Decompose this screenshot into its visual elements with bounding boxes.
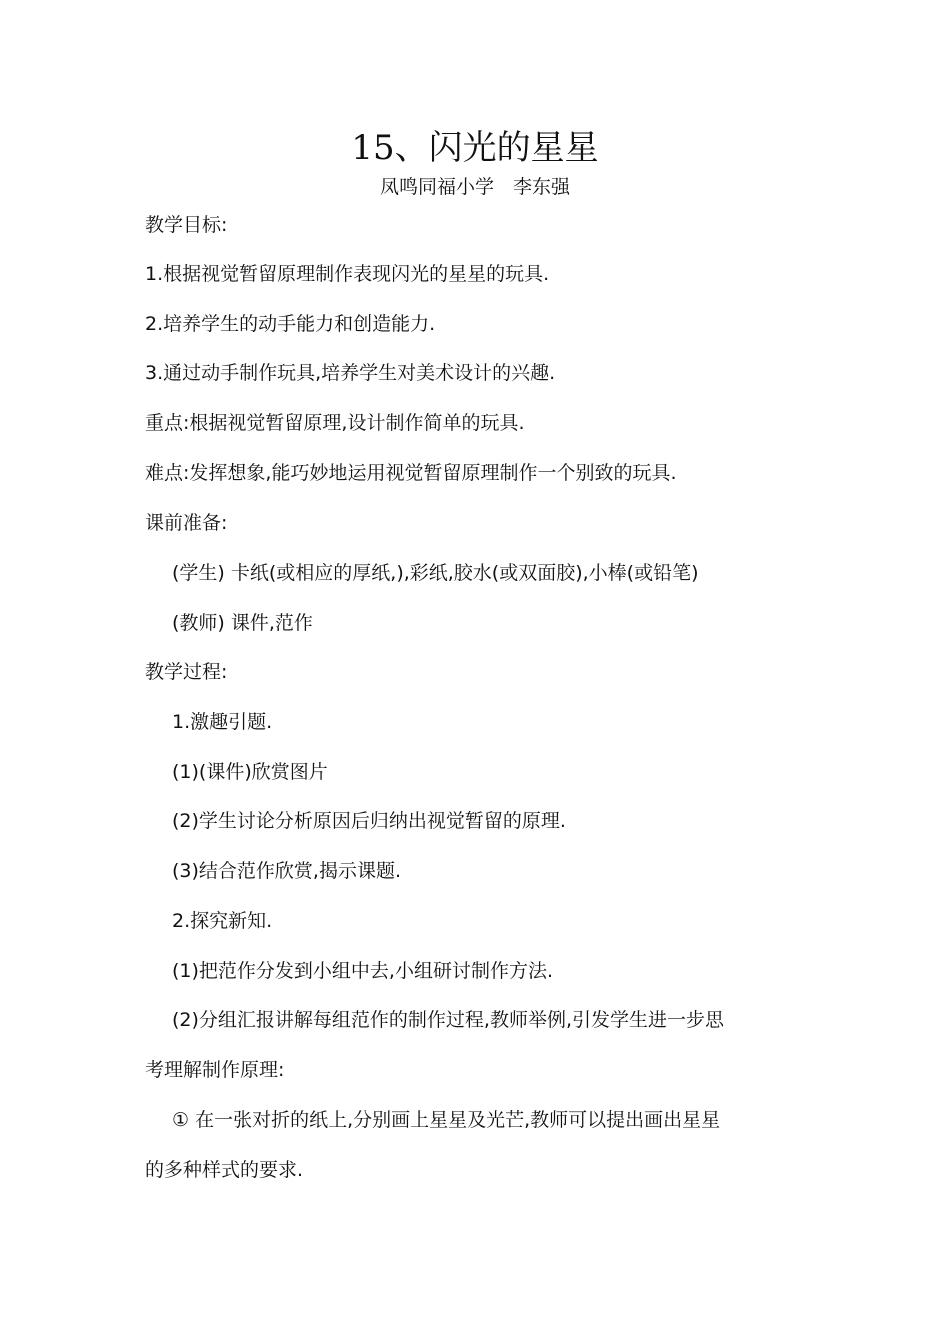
preparation-teacher: (教师) 课件,范作	[172, 612, 313, 634]
objectives-heading: 教学目标:	[145, 214, 228, 236]
step-one-continuation: 的多种样式的要求.	[145, 1159, 304, 1181]
preparation-students: (学生) 卡纸(或相应的厚纸,),彩纸,胶水(或双面胶),小棒(或铅笔)	[172, 562, 699, 584]
process-step: (3)结合范作欣赏,揭示课题.	[172, 860, 401, 882]
process-step: 2.探究新知.	[172, 910, 273, 932]
objective-1: 1.根据视觉暂留原理制作表现闪光的星星的玩具.	[145, 263, 550, 285]
process-continuation: 考理解制作原理:	[145, 1059, 285, 1081]
process-step: (2)分组汇报讲解每组范作的制作过程,教师举例,引发学生进一步思	[172, 1009, 724, 1031]
process-step: (1)把范作分发到小组中去,小组研讨制作方法.	[172, 960, 553, 982]
process-step: 1.激趣引题.	[172, 711, 273, 733]
process-step: (2)学生讨论分析原因后归纳出视觉暂留的原理.	[172, 810, 566, 832]
process-heading: 教学过程:	[145, 661, 228, 683]
objective-3: 3.通过动手制作玩具,培养学生对美术设计的兴趣.	[145, 362, 556, 384]
step-one: ① 在一张对折的纸上,分别画上星星及光芒,教师可以提出画出星星	[172, 1109, 721, 1131]
difficulty: 难点:发挥想象,能巧妙地运用视觉暂留原理制作一个别致的玩具.	[145, 462, 677, 484]
author-line: 凤鸣同福小学 李东强	[379, 176, 570, 198]
preparation-heading: 课前准备:	[145, 512, 228, 534]
process-step: (1)(课件)欣赏图片	[172, 761, 328, 783]
objective-2: 2.培养学生的动手能力和创造能力.	[145, 313, 436, 335]
page-title: 15、闪光的星星	[351, 128, 599, 168]
key-point: 重点:根据视觉暂留原理,设计制作简单的玩具.	[145, 412, 525, 434]
